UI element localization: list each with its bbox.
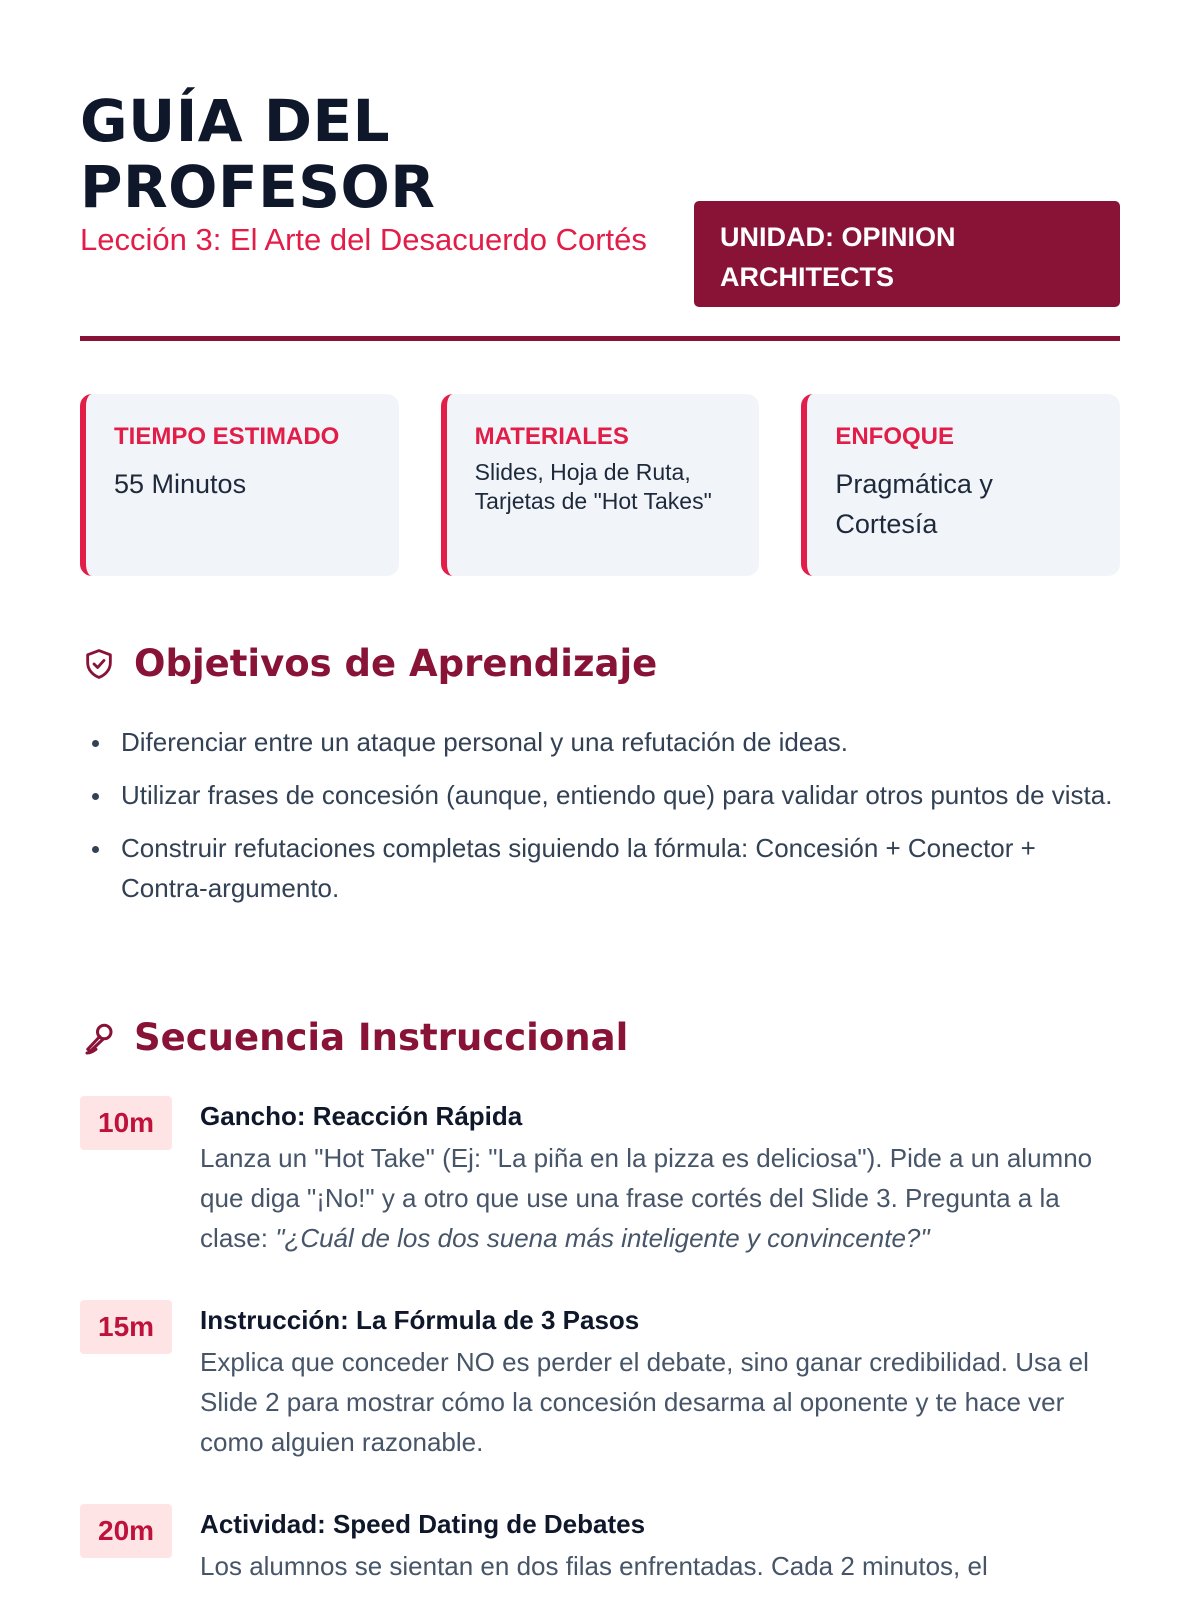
time-badge: 15m	[80, 1300, 172, 1354]
step-title: Gancho: Reacción Rápida	[200, 1101, 523, 1131]
info-card-focus	[801, 394, 1120, 576]
header-divider	[80, 336, 1120, 341]
shield-check-icon	[80, 645, 118, 683]
lesson-subtitle: Lección 3: El Arte del Desacuerdo Cortés	[80, 222, 647, 257]
header	[80, 80, 1120, 340]
info-card-materials	[441, 394, 760, 576]
step-title: Actividad: Speed Dating de Debates	[200, 1509, 646, 1539]
step-item	[80, 1300, 1120, 1462]
step-title: Instrucción: La Fórmula de 3 Pasos	[200, 1305, 640, 1335]
title-line-2: PROFESOR	[80, 153, 436, 221]
step-description	[200, 1138, 1120, 1258]
step-item	[80, 1096, 1120, 1258]
info-card-value: 55 Minutos	[114, 469, 247, 499]
list-item: Construir refutaciones completas siguiendo la fórmula: Concesión + Conector + Contra-argumento.	[80, 828, 1120, 908]
unit-badge: UNIDAD: OPINION ARCHITECTS	[694, 201, 1120, 307]
time-badge: 10m	[80, 1096, 172, 1150]
info-card-label: MATERIALES	[474, 423, 629, 450]
objectives-title: Objetivos de Aprendizaje	[134, 642, 658, 685]
objectives-list	[80, 722, 1120, 921]
title-line-1: GUÍA DEL	[80, 87, 391, 155]
list-item: Diferenciar entre un ataque personal y una refutación de ideas.	[80, 722, 1120, 762]
info-card-value: Pragmática y Cortesía	[835, 469, 993, 539]
objectives-heading	[80, 642, 657, 685]
info-card-value: Slides, Hoja de Ruta, Tarjetas de "Hot Takes"	[474, 459, 712, 514]
sequence-heading	[80, 1016, 628, 1059]
step-description-quote: "¿Cuál de los dos suena más inteligente y convincente?"	[275, 1223, 930, 1253]
microphone-icon	[80, 1019, 118, 1057]
step-description: Los alumnos se sientan en dos filas enfrentadas. Cada 2 minutos, el	[200, 1551, 988, 1581]
info-card-label: TIEMPO ESTIMADO	[114, 423, 340, 450]
step-item	[80, 1504, 1120, 1586]
time-badge: 20m	[80, 1504, 172, 1558]
step-body	[200, 1300, 1120, 1462]
info-card-label: ENFOQUE	[835, 423, 955, 450]
instruction-steps	[80, 1096, 1120, 1600]
step-body	[200, 1504, 1120, 1586]
sequence-title: Secuencia Instruccional	[134, 1016, 629, 1059]
info-card-time	[80, 394, 399, 576]
page-title	[80, 88, 435, 220]
step-body	[200, 1096, 1120, 1258]
info-cards	[80, 394, 1120, 576]
step-description-text: Lanza un "Hot Take" (Ej: "La piña en la pizza es deliciosa"). Pide a un alumno que diga "¡No!" y a otro que use una frase cortés del Slide 3. Pregunta a la clase:	[200, 1143, 1093, 1253]
step-description: Explica que conceder NO es perder el debate, sino ganar credibilidad. Usa el Slide 2 para mostrar cómo la concesión desarma al oponente y te hace ver como alguien razonable.	[200, 1347, 1089, 1457]
list-item: Utilizar frases de concesión (aunque, entiendo que) para validar otros puntos de vista.	[80, 775, 1120, 815]
